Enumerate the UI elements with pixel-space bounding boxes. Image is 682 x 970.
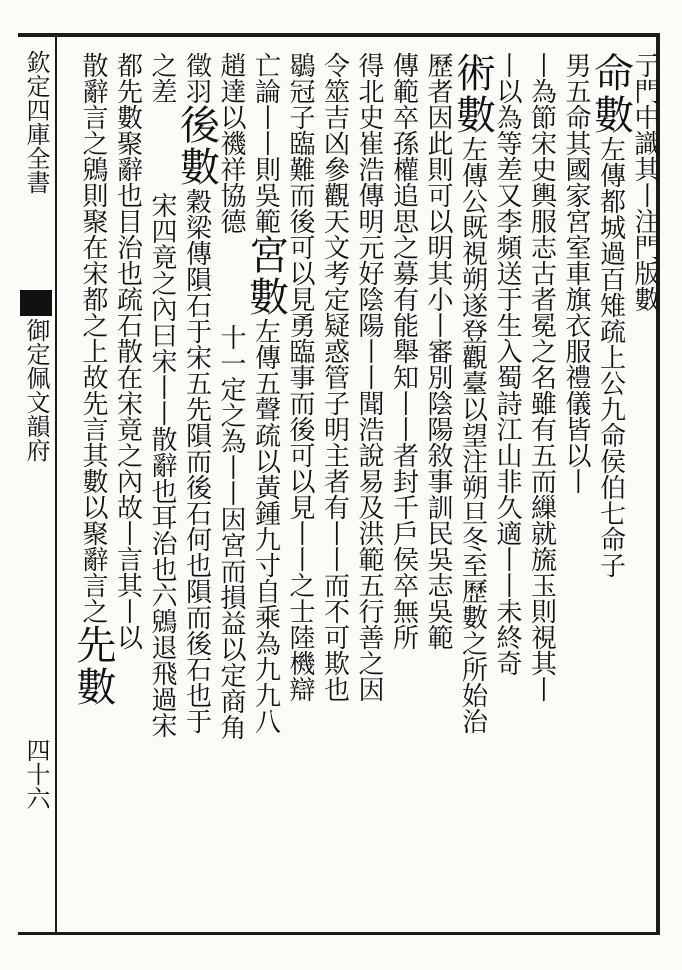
entry-heading: 術數 [449,52,496,136]
text-column-9 [352,52,384,922]
column-text: 男五命其國家宮室車旗衣服禮儀皆以丨 [561,52,591,494]
column-text: 丨為節宋史輿服志古者冕之名雖有五而繅就旒玉則視其丨 [526,52,557,702]
column-text: 左傳五聲疏以黃鍾九寸自乘為九九八 [250,318,281,734]
text-column-3 [559,52,591,922]
text-column-2 [587,52,634,922]
column-text: 趙達以禨祥協德 [216,52,246,234]
column-text: 亡論丨丨則吳範 [250,52,281,234]
text-column-16 [111,52,143,922]
column-text: 散辭言之鶂則聚在宋都之上故先言其數以聚辭言之 [78,52,108,624]
column-text: 十一定之為丨丨因宮而損益以定商角 [216,324,246,740]
margin-divider [55,33,57,935]
column-text: 宋四竟之內曰宋丨丨散辭也耳治也六鶂退飛過宋 [147,192,177,738]
entry-heading: 先數 [70,624,116,708]
column-text: 徵羽 [181,52,212,104]
column-text: 丨以為等差又李頻送于生入蜀詩江山非久適丨丨未終奇 [492,52,522,676]
column-text: 左傳公既視朔遂登觀臺以望注朔旦冬至歷數之所始治 [457,136,488,734]
page-number: 四十六 [22,738,50,810]
text-column-5 [490,52,522,922]
text-column-10 [318,52,350,922]
text-column-12 [242,52,289,922]
column-text: 之差 [147,52,177,104]
column-text: 令筮吉凶參觀天文考定疑惑管子明主者有丨丨而不可欺也 [319,52,350,702]
margin-top-title: 欽定四庫全書 [22,50,50,194]
text-column-7 [421,52,453,922]
column-text: 左傳都城過百雉疏上公九命侯伯七命子 [595,136,626,578]
fishtail-mark [20,290,52,316]
text-column-15 [145,52,177,922]
entry-heading: 宮數 [242,234,289,318]
margin-bottom-title: 御定佩文韻府 [22,318,50,462]
column-text: 亍門中識其丨注門版數 [630,52,660,312]
entry-heading: 後數 [173,104,220,188]
text-column-17 [70,52,116,922]
text-column-4 [525,52,557,922]
column-text: 穀梁傳隕石于宋五先隕而後石何也隕而後石也于 [181,188,212,734]
text-column-14 [173,52,220,922]
column-text: 鶡冠子臨難而後可以見勇臨事而後可以見丨丨之士陸機辯 [285,52,315,702]
top-border [18,33,658,37]
text-column-8 [387,52,419,922]
column-text: 得北史崔浩傳明元好陰陽丨丨聞浩說易及洪範五行善之因 [354,52,384,702]
text-column-6 [449,52,496,922]
column-text: 歷者因此則可以明其小丨審別陰陽敘事訓民吳志吳範 [423,52,453,650]
text-column-1 [628,52,660,922]
text-column-11 [283,52,315,922]
column-text: 都先數聚辭也目治也疏石散在宋竟之內故丨言其丨以 [112,52,143,650]
bottom-border [18,932,658,935]
column-text: 傳範卒孫權追思之募有能舉知丨丨者封千戶侯卒無所 [388,52,419,650]
entry-heading: 命數 [587,52,634,136]
